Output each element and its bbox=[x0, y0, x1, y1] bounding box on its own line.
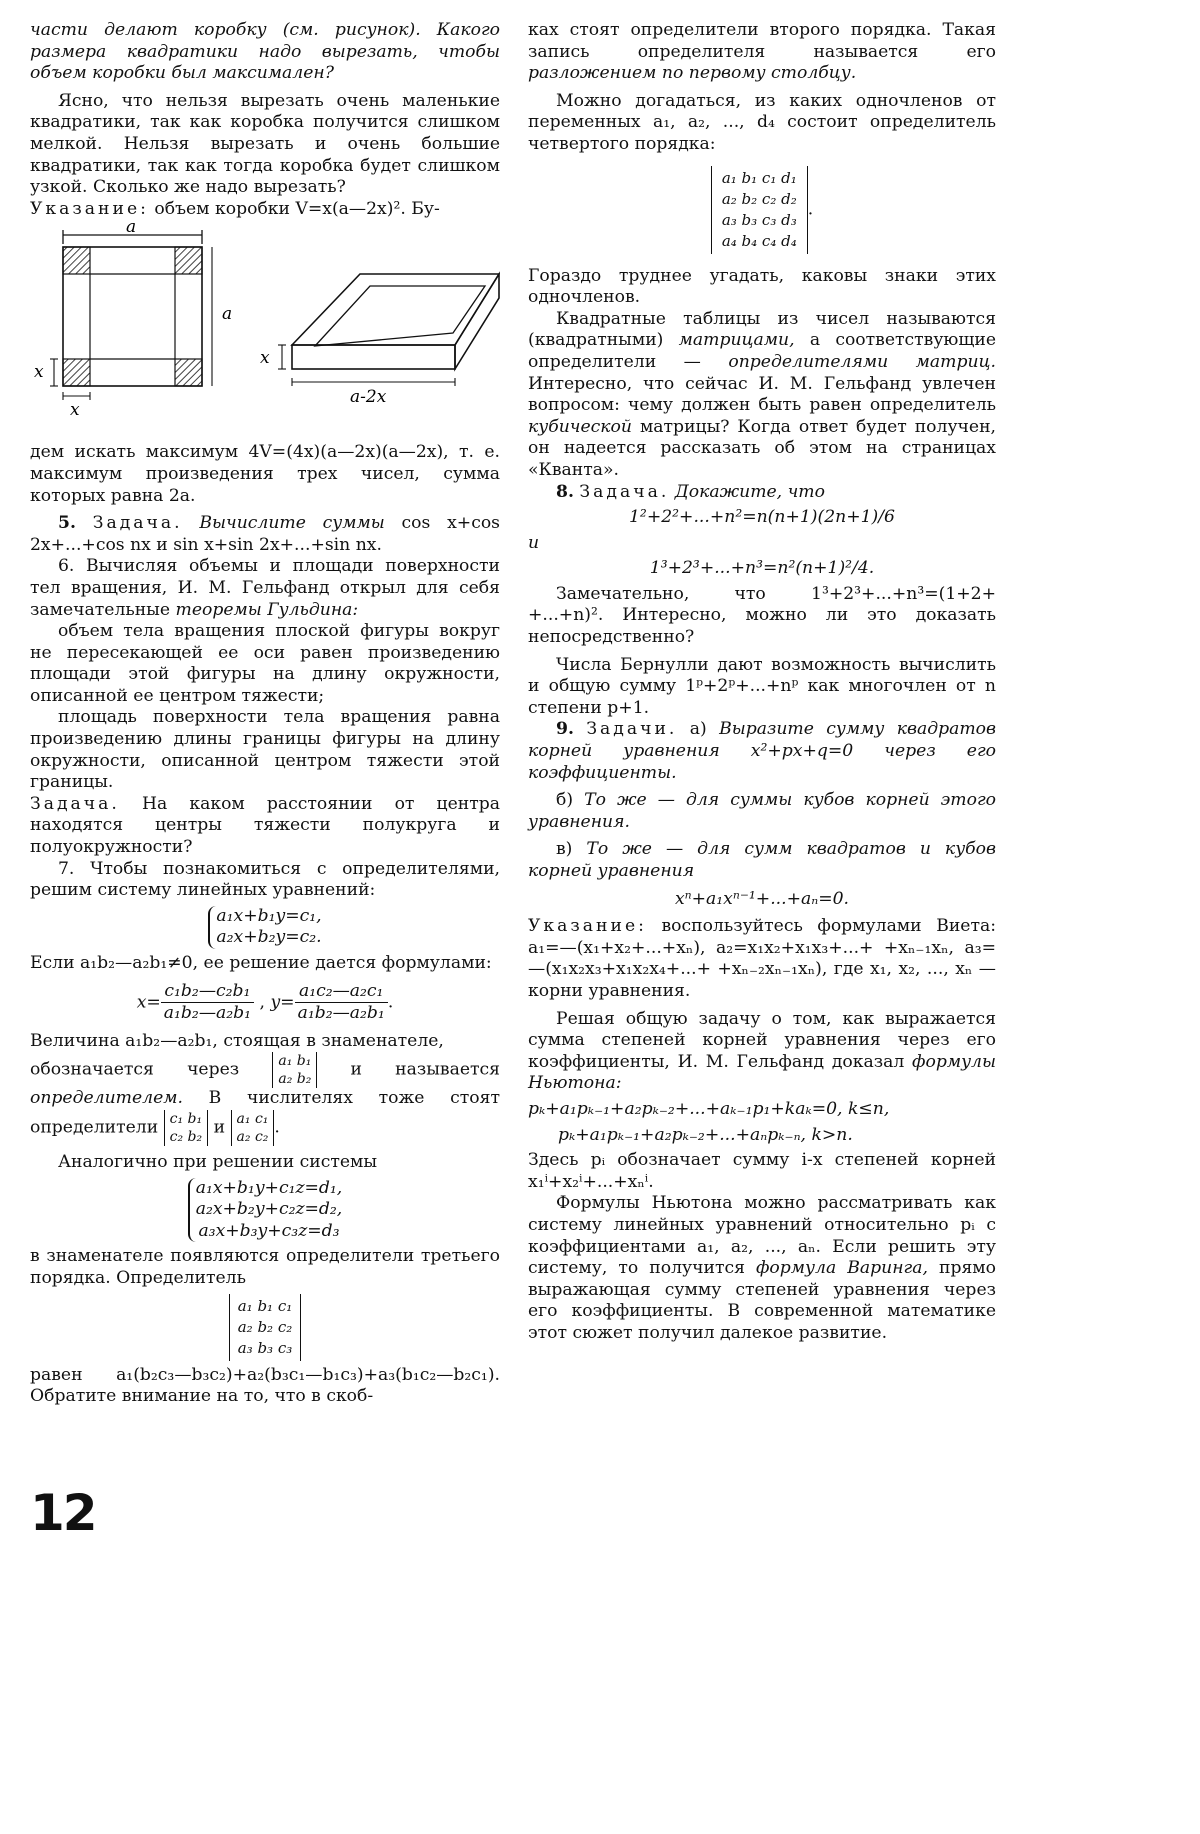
paragraph: Формулы Ньютона можно рассматривать как систему линейных уравнений относительно pᵢ с коэффициентами a₁, a₂, ..., aₙ. Если решить эту систему, то получится формула Варинга, прямо выражающая сумму степеней уравнения через его коэффициенты. В современной математике этот сюжет получил далекое развитие. bbox=[528, 1193, 997, 1343]
page-number: 12 bbox=[30, 1484, 96, 1542]
paragraph: Аналогично при решении системы bbox=[58, 1151, 378, 1172]
paragraph: Здесь pᵢ обозначает сумму i-х степеней корней x₁ⁱ+x₂ⁱ+...+xₙⁱ. bbox=[528, 1150, 996, 1192]
task-9c: в) То же — для сумм квадратов и кубов корней уравнения bbox=[528, 839, 997, 881]
fraction-x: $\frac{\text{c₁b₂—c₂b₁}}{\text{a₁b₂—a₂b₁}}$ bbox=[161, 981, 254, 1025]
paragraph: Ясно, что нельзя вырезать очень маленькие квадратики, так как коробка получится слишком мелкой. Нельзя вырезать и очень большие квадратики, так как тогда коробка будет слишком узкой. Сколько же надо вырезать? bbox=[30, 90, 500, 198]
task-5 bbox=[30, 513, 500, 556]
system-brace: a₁x+b₁y=c₁, a₂x+b₂y=c₂. bbox=[208, 906, 321, 949]
task-label: Задача. bbox=[30, 793, 120, 814]
intro-question: части делают коробку (см. рисунок). Какого размера квадратики надо вырезать, чтобы объем коробки был максимален? bbox=[30, 20, 500, 84]
hint-text: объем коробки V=x(a—2x)². Бу- bbox=[154, 198, 440, 219]
equation: pₖ+a₁pₖ₋₁+a₂pₖ₋₂+...+aₖ₋₁p₁+kaₖ=0, k≤n, bbox=[528, 1098, 890, 1119]
determinant-3 bbox=[30, 1294, 500, 1361]
paragraph: площадь поверхности тела вращения равна произведению длины границы фигуры на длину окружности, описанной центром тяжести этой границы. bbox=[30, 707, 500, 793]
paragraph: Гораздо труднее угадать, каковы знаки этих одночленов. bbox=[528, 265, 996, 308]
determinant: a₁ b₁ a₂ b₂ bbox=[272, 1052, 317, 1088]
paragraph: Если a₁b₂—a₂b₁≠0, ее решение дается формулами: bbox=[30, 953, 492, 973]
label-x-box: x bbox=[260, 348, 270, 369]
fraction-y: $\frac{\text{a₁c₂—a₂c₁}}{\text{a₁b₂—a₂b₁}}$ bbox=[295, 981, 388, 1025]
theorem-name: теоремы Гульдина: bbox=[175, 599, 359, 620]
hint: Указание: воспользуйтесь формулами Виета: a₁=—(x₁+x₂+...+xₙ), a₂=x₁x₂+x₁x₃+...+ +xₙ₋₁xₙ, a₃=—(x₁x₂x₃+x₁x₂x₄+...+ +xₙ₋₂xₙ₋₁xₙ), где x₁, x₂, ..., xₙ — корни уравнения. bbox=[528, 916, 996, 1001]
task-label: Задача. bbox=[92, 513, 183, 534]
conjunction: и bbox=[528, 532, 540, 553]
task-9: 9. Задачи. а) Выразите сумму квадратов корней уравнения x²+px+q=0 через его коэффициенты. bbox=[528, 719, 997, 783]
cut-corner bbox=[63, 359, 90, 386]
equation: pₖ+a₁pₖ₋₁+a₂pₖ₋₂+...+aₙpₖ₋ₙ, k>n. bbox=[558, 1124, 853, 1145]
paragraph: Можно догадаться, из каких одночленов от переменных a₁, a₂, ..., d₄ состоит определитель четвертого порядка: bbox=[528, 90, 996, 154]
cut-corner bbox=[63, 247, 90, 274]
paragraph: Замечательно, что 1³+2³+...+n³=(1+2+ +...+n)². Интересно, можно ли это доказать непосредственно? bbox=[528, 583, 996, 648]
box-front bbox=[292, 345, 455, 369]
equation: 1³+2³+...+n³=n²(n+1)²/4. bbox=[649, 558, 875, 579]
task-label: Задача. bbox=[579, 481, 670, 502]
system-3 bbox=[30, 1178, 500, 1243]
paragraph: ках стоят определители второго порядка. Такая запись определителя называется его разложением по первому столбцу. bbox=[528, 20, 996, 84]
label-x-left: x bbox=[34, 362, 44, 383]
cut-corner bbox=[175, 359, 202, 386]
label-a-top: a bbox=[126, 220, 137, 238]
cut-corner bbox=[175, 247, 202, 274]
paragraph: равен a₁(b₂c₃—b₃c₂)+a₂(b₃c₁—b₁c₃)+a₃(b₁c₂—b₂c₁). Обратите внимание на то, что в скоб- bbox=[30, 1364, 500, 1407]
paragraph: дем искать максимум 4V=(4x)(a—2x)(a—2x), т. е. максимум произведения трех чисел, сумма которых равна 2a. bbox=[30, 442, 500, 506]
system-2 bbox=[30, 906, 500, 949]
paragraph: в знаменателе появляются определители третьего порядка. Определитель bbox=[30, 1246, 500, 1288]
equation: xⁿ+a₁xⁿ⁻¹+...+aₙ=0. bbox=[674, 888, 850, 909]
paragraph: Величина a₁b₂—a₂b₁, стоящая в знаменателе, bbox=[30, 1030, 444, 1051]
system-brace: a₁x+b₁y+c₁z=d₁, a₂x+b₂y+c₂z=d₂, a₃x+b₃y+c₃z=d₃ bbox=[188, 1178, 343, 1243]
task-number: 8. bbox=[556, 481, 574, 502]
determinant-4: a₁ b₁ c₁ d₁ a₂ b₂ c₂ d₂ a₃ b₃ c₃ d₃ a₄ b₄ c₄ d₄ . bbox=[528, 166, 996, 254]
box-figure bbox=[30, 220, 500, 442]
task-6: Задача. На каком расстоянии от центра находятся центры тяжести полукруга и полуокружности? bbox=[30, 793, 500, 858]
label-x-bottom: x bbox=[70, 400, 80, 421]
paragraph: Решая общую задачу о том, как выражается сумма степеней корней уравнения через его коэффициенты, И. М. Гельфанд доказал формулы Ньютона: bbox=[528, 1008, 996, 1094]
right-column bbox=[528, 20, 996, 1344]
determinant: a₁ b₁ c₁ a₂ b₂ c₂ a₃ b₃ c₃ bbox=[229, 1294, 302, 1361]
determinant: a₁ b₁ c₁ d₁ a₂ b₂ c₂ d₂ a₃ b₃ c₃ d₃ a₄ b₄ c₄ d₄ bbox=[711, 166, 808, 254]
paragraph: 7. Чтобы познакомиться с определителями, решим систему линейных уравнений: bbox=[30, 858, 500, 901]
task-formula: cos x+cos 2x+...+cos nx и sin x+sin 2x+...+sin nx. bbox=[30, 513, 500, 555]
box-top bbox=[292, 274, 499, 345]
hint-label: Указание: bbox=[30, 198, 149, 219]
hint bbox=[30, 199, 500, 221]
equation: 1²+2²+...+n²=n(n+1)(2n+1)/6 bbox=[629, 507, 895, 528]
paragraph: Числа Бернулли дают возможность вычислить и общую сумму 1ᵖ+2ᵖ+...+nᵖ как многочлен от n степени p+1. bbox=[528, 654, 996, 718]
paragraph: обозначается через a₁ b₁ a₂ b₂ и называется определителем. В числителях тоже стоят определители c₁ b₁ c₂ b₂ и a₁ c₁ a₂ c₂ . bbox=[30, 1053, 500, 1145]
determinant: c₁ b₁ c₂ b₂ bbox=[164, 1110, 208, 1146]
determinant: a₁ c₁ a₂ c₂ bbox=[231, 1110, 275, 1146]
label-a-side: a bbox=[222, 304, 233, 325]
task-8: 8. Задача. Докажите, что bbox=[556, 481, 825, 502]
left-column bbox=[30, 20, 500, 1408]
box-figure-svg bbox=[30, 220, 500, 442]
label-a-minus-2x: a-2x bbox=[350, 387, 387, 408]
paragraph: Квадратные таблицы из чисел называются (квадратными) матрицами, а соответствующие определители — определителями матриц. Интересно, что сейчас И. М. Гельфанд увлечен вопросом: чему должен быть равен определитель кубической матрицы? Когда ответ будет получен, он надеется рассказать об этом на страницах «Кванта». bbox=[528, 308, 997, 480]
task-number: 5. bbox=[58, 513, 76, 534]
task-9b: б) То же — для суммы кубов корней этого уравнения. bbox=[528, 790, 996, 832]
task-statement: Вычислите суммы bbox=[199, 513, 385, 534]
paragraph: 6. Вычисляя объемы и площади поверхности тел вращения, И. М. Гельфанд открыл для себя замечательные теоремы Гульдина: bbox=[30, 556, 500, 620]
solution-formulas: x= $\frac{\text{c₁b₂—c₂b₁}}{\text{a₁b₂—a₂b₁}}$ , y= $\frac{\text{a₁c₂—a₂c₁}}{\text{a₁b₂—a₂b₁}}$ . bbox=[136, 980, 394, 1024]
paragraph: объем тела вращения плоской фигуры вокруг не пересекающей ее оси равен произведению площади этой фигуры на длину окружности, описанной ее центром тяжести; bbox=[30, 621, 500, 706]
